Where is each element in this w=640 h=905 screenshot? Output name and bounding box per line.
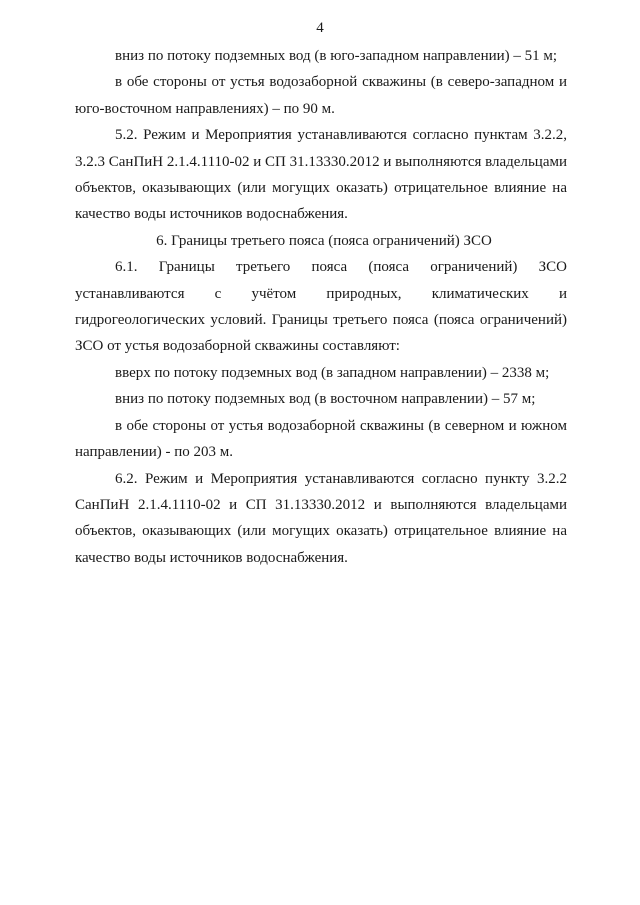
- page-number: 4: [316, 20, 324, 36]
- paragraph-6-1: 6.1. Границы третьего пояса (пояса ограничений) ЗСО устанавливаются с учётом природных, климатических и гидрогеологических условий. Границы третьего пояса (пояса ограничений) ЗСО от устья водозаборной скважины составляют:: [75, 259, 567, 355]
- paragraph-downstream-3: вниз по потоку подземных вод (в восточном направлении) – 57 м;: [115, 391, 536, 408]
- paragraph-downstream-1: вниз по потоку подземных вод (в юго-западном направлении) – 51 м;: [115, 48, 558, 64]
- paragraph-upstream-3: вверх по потоку подземных вод (в западном направлении) – 2338 м;: [115, 364, 550, 381]
- paragraph-both-sides-3: в обе стороны от устья водозаборной скважины (в северном и южном направлении) - по 203 м.: [75, 417, 567, 461]
- paragraph-5-2: 5.2. Режим и Мероприятия устанавливаются согласно пунктам 3.2.2, 3.2.3 СанПиН 2.1.4.1110-02 и СП 31.13330.2012 и выполняются владельцами объектов, оказывающих (или могущих оказать) отрицательное влияние на качество воды источников водоснабжения.: [75, 127, 567, 223]
- paragraph-both-sides-1: в обе стороны от устья водозаборной скважины (в северо-западном и юго-восточном направлениях) – по 90 м.: [75, 74, 567, 117]
- document-body: [75, 43, 567, 571]
- section-heading-6: 6. Границы третьего пояса (пояса ограничений) ЗСО: [156, 232, 492, 249]
- paragraph-6-2: 6.2. Режим и Мероприятия устанавливаются согласно пункту 3.2.2 СанПиН 2.1.4.1110-02 и СП 31.13330.2012 и выполняются владельцами объектов, оказывающих (или могущих оказать) отрицательное влияние на качество воды источников водоснабжения.: [75, 470, 567, 566]
